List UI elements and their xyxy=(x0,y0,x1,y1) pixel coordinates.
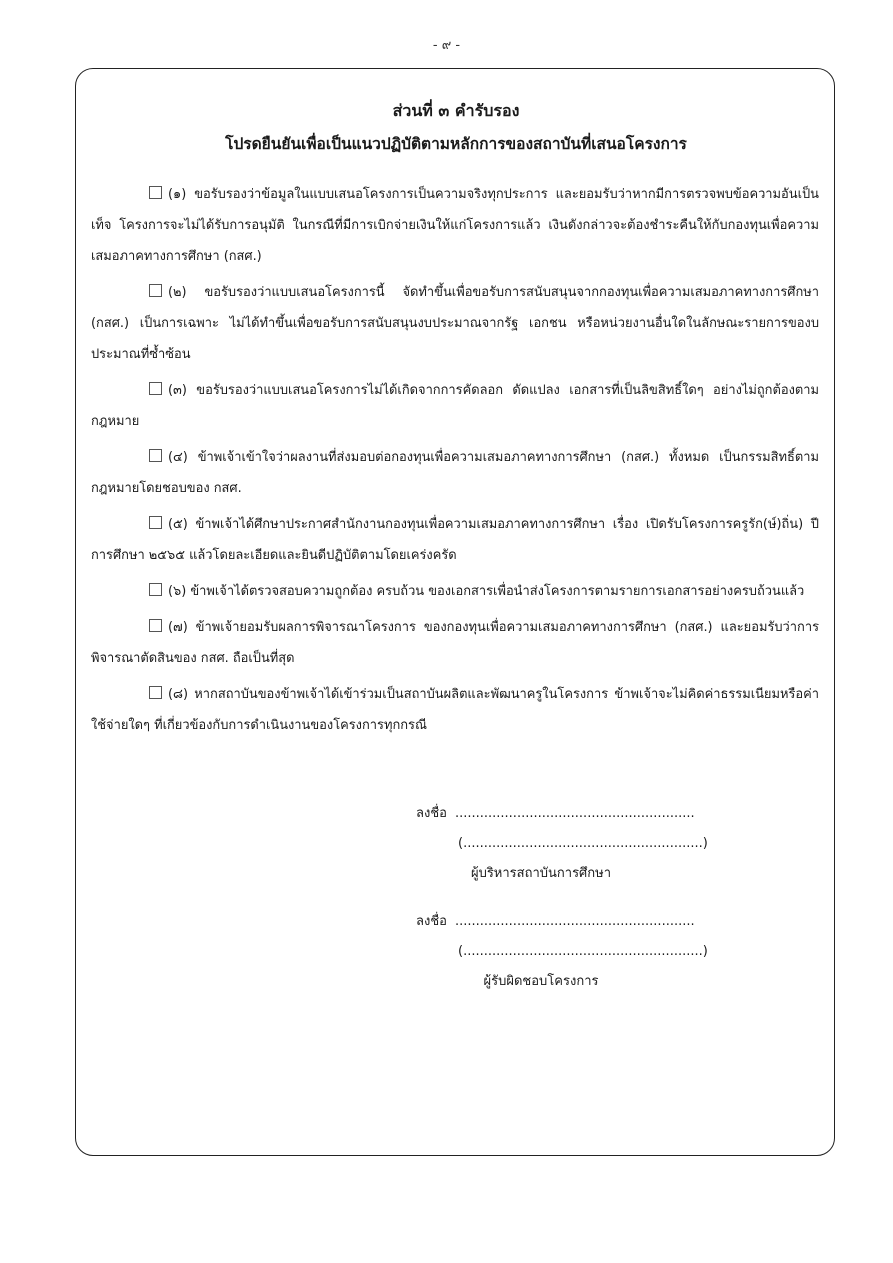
signer-role: ผู้บริหารสถาบันการศึกษา xyxy=(470,866,612,881)
clause-3-checkbox[interactable] xyxy=(149,382,162,395)
clause-5-checkbox[interactable] xyxy=(149,516,162,529)
signature-field[interactable]: .......................................................... xyxy=(454,806,695,821)
clause-1-text: (๑) ขอรับรองว่าข้อมูลในแบบเสนอโครงการเป็นความจริงทุกประการ และยอมรับว่าหากมีการตรวจพบข้อความอันเป็นเท็จ โครงการจะไม่ได้รับการอนุมัติ ในกรณีที่มีการเบิกจ่ายเงินให้แก่โครงการแล้ว เงินดังกล่าวจะต้องชำระคืนให้กับกองทุนเพื่อความเสมอภาคทางการศึกษา (กสศ.) xyxy=(91,187,819,264)
page-number: - ๙ - xyxy=(432,38,461,53)
signature-block-administrator xyxy=(416,799,726,889)
clause-1-checkbox[interactable] xyxy=(149,186,162,199)
section-subtitle: โปรดยืนยันเพื่อเป็นแนวปฏิบัติตามหลักการของสถาบันที่เสนอโครงการ xyxy=(225,135,687,153)
clause-8 xyxy=(91,679,819,741)
certification-clauses xyxy=(91,179,819,746)
clause-1 xyxy=(91,179,819,272)
clause-7-text: (๗) ข้าพเจ้ายอมรับผลการพิจารณาโครงการ ของกองทุนเพื่อความเสมอภาคทางการศึกษา (กสศ.) และยอมรับว่าการพิจารณาตัดสินของ กสศ. ถือเป็นที่สุด xyxy=(91,620,819,666)
clause-3-text: (๓) ขอรับรองว่าแบบเสนอโครงการไม่ได้เกิดจากการคัดลอก ดัดแปลง เอกสารที่เป็นลิขสิทธิ์ใดๆ อย่างไม่ถูกต้องตามกฎหมาย xyxy=(91,383,819,429)
clause-8-text: (๘) หากสถาบันของข้าพเจ้าได้เข้าร่วมเป็นสถาบันผลิตและพัฒนาครูในโครงการ ข้าพเจ้าจะไม่คิดค่าธรรมเนียมหรือค่าใช้จ่ายใดๆ ที่เกี่ยวข้องกับการดำเนินงานของโครงการทุกกรณี xyxy=(91,687,819,733)
clause-5-text: (๕) ข้าพเจ้าได้ศึกษาประกาศสำนักงานกองทุนเพื่อความเสมอภาคทางการศึกษา เรื่อง เปิดรับโครงการครูรัก(ษ์)ถิ่น) ปีการศึกษา ๒๕๖๕ แล้วโดยละเอียดและยินดีปฏิบัติตามโดยเคร่งครัด xyxy=(91,517,819,563)
clause-6 xyxy=(91,576,819,607)
section-title: ส่วนที่ ๓ คำรับรอง xyxy=(392,101,520,120)
signature-block-project-lead xyxy=(416,907,726,997)
clause-6-checkbox[interactable] xyxy=(149,583,162,596)
clause-2 xyxy=(91,277,819,370)
sign-label: ลงชื่อ xyxy=(416,914,447,929)
clause-7-checkbox[interactable] xyxy=(149,619,162,632)
clause-6-text: (๖) ข้าพเจ้าได้ตรวจสอบความถูกต้อง ครบถ้วน ของเอกสารเพื่อนำส่งโครงการตามรายการเอกสารอย่างครบถ้วนแล้ว xyxy=(168,584,805,599)
clause-7 xyxy=(91,612,819,674)
document-frame xyxy=(75,68,835,1156)
name-field[interactable]: (..........................................................) xyxy=(458,944,708,959)
clause-8-checkbox[interactable] xyxy=(149,686,162,699)
signer-role: ผู้รับผิดชอบโครงการ xyxy=(483,974,599,989)
clause-4 xyxy=(91,442,819,504)
clause-2-text: (๒) ขอรับรองว่าแบบเสนอโครงการนี้ จัดทำขึ้นเพื่อขอรับการสนับสนุนจากกองทุนเพื่อความเสมอภาคทางการศึกษา (กสศ.) เป็นการเฉพาะ ไม่ได้ทำขึ้นเพื่อขอรับการสนับสนุนงบประมาณจากรัฐ เอกชน หรือหน่วยงานอื่นใดในลักษณะรายการของบประมาณที่ซ้ำซ้อน xyxy=(91,285,819,362)
clause-4-checkbox[interactable] xyxy=(149,449,162,462)
name-field[interactable]: (..........................................................) xyxy=(458,836,708,851)
sign-label: ลงชื่อ xyxy=(416,806,447,821)
clause-2-checkbox[interactable] xyxy=(149,284,162,297)
signature-field[interactable]: .......................................................... xyxy=(454,914,695,929)
clause-3 xyxy=(91,375,819,437)
clause-4-text: (๔) ข้าพเจ้าเข้าใจว่าผลงานที่ส่งมอบต่อกองทุนเพื่อความเสมอภาคทางการศึกษา (กสศ.) ทั้งหมด เป็นกรรมสิทธิ์ตามกฎหมายโดยชอบของ กสศ. xyxy=(91,450,819,496)
clause-5 xyxy=(91,509,819,571)
